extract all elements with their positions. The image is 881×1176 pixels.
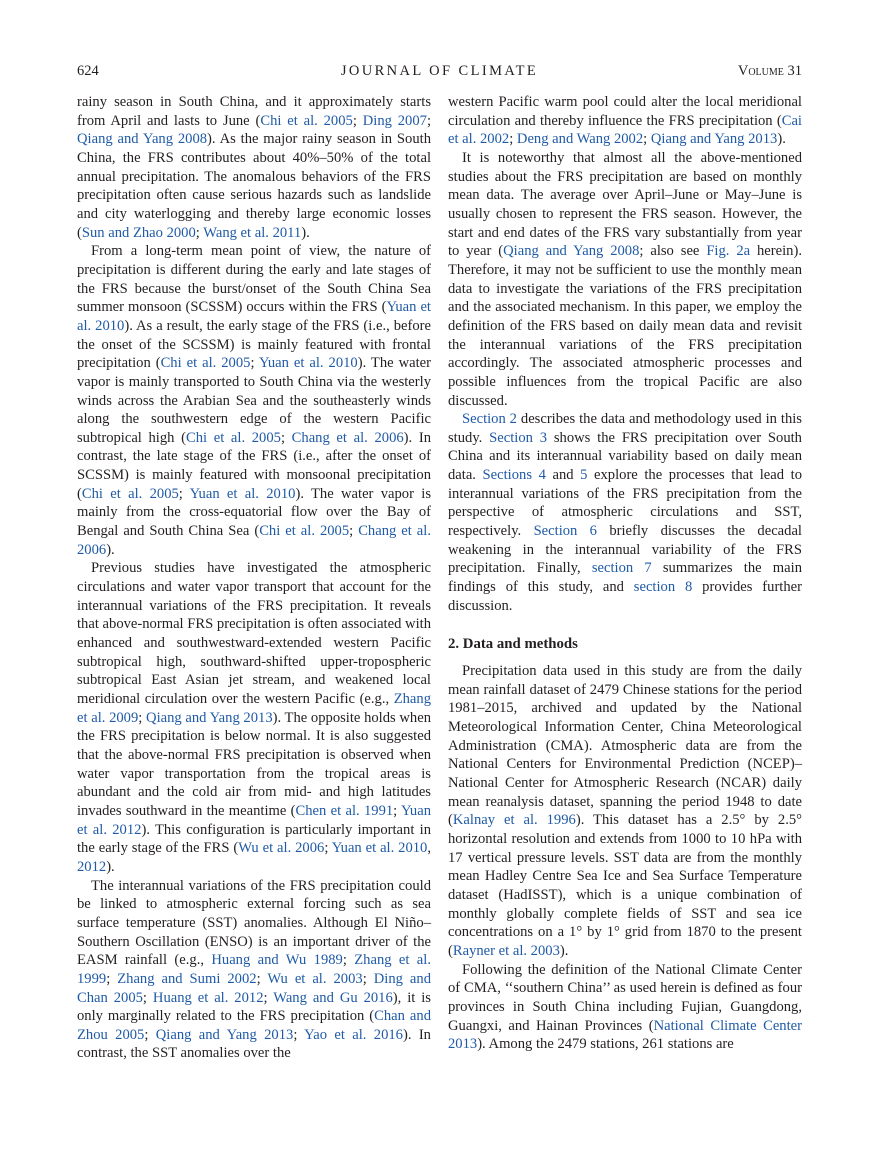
paragraph-text: ; [106, 970, 118, 987]
right-column [448, 93, 802, 1054]
paragraph-text: ). The water vapor is mainly from the cross-equatorial flow over the Bay of Bengal and South China Sea ( [77, 485, 431, 540]
citation-link[interactable]: Chi et al. 2005 [259, 523, 350, 540]
paragraph [448, 149, 802, 410]
paragraph-text: explore the processes that lead to interannual variations of the FRS precipitation from the perspective of atmospheric circulations and SST, respectively. [448, 467, 802, 540]
running-header [77, 60, 802, 82]
citation-link[interactable]: Qiang and Yang 2013 [146, 709, 273, 726]
paragraph-text: ; [263, 989, 274, 1006]
paragraph [448, 410, 802, 615]
paragraph-text: ). In contrast, the late stage of the FRS (i.e., after the onset of SCSSM) is mainly featured with monsoonal precipitation ( [77, 429, 431, 502]
citation-link[interactable]: Qiang and Yang 2013 [650, 131, 778, 148]
citation-link[interactable]: Yao et al. 2016 [304, 1026, 403, 1043]
citation-link[interactable]: 5 [580, 467, 588, 484]
citation-link[interactable]: Zhang et al. 1999 [77, 952, 431, 987]
paragraph-text: ; [362, 970, 374, 987]
paragraph-text: ; [342, 952, 355, 969]
paragraph [448, 93, 802, 149]
paragraph-text: ; [349, 523, 359, 540]
paragraph-text: shows the FRS precipitation over South China and its interannual variability based on daily mean data. [448, 429, 802, 484]
paragraph-text: briefly discusses the decadal weakening in the interannual variability of the FRS precipitation. Finally, [448, 523, 802, 577]
paragraph-text: summarizes the main findings of this study, and [448, 560, 802, 596]
citation-link[interactable]: Zhang et al. 2009 [77, 691, 431, 726]
paragraph-text: ). [301, 224, 310, 241]
paragraph-text: ; [195, 224, 204, 241]
citation-link[interactable]: Deng and Wang 2002 [516, 131, 644, 148]
citation-link[interactable]: Yuan et al. 2012 [77, 802, 431, 838]
paragraph-text: rainy season in South China, and it approximately starts from April and lasts to June ( [77, 94, 431, 129]
paragraph-text: ). As the major rainy season in South China, the FRS contributes about 40%–50% of the total annual precipitation. The anomalous behaviors of the FRS precipitation often cause serious hazards such as landslide and city waterlogging and thereby large economic losses ( [77, 131, 431, 241]
paragraph-text: ; [256, 970, 268, 987]
paragraph-text: ; [509, 131, 517, 148]
citation-link[interactable]: Wang et al. 2011 [203, 224, 302, 241]
paragraph-text: describes the data and methodology used in this study. [448, 411, 802, 446]
paragraph-text: ). [559, 942, 569, 959]
citation-link[interactable]: Yuan et al. 2010 [77, 299, 431, 334]
citation-link[interactable]: Wu et al. 2006 [238, 840, 325, 857]
citation-link[interactable]: Wang and Gu 2016 [273, 989, 393, 1006]
paragraph-text: ; [352, 112, 363, 129]
volume-label: Volume 31 [737, 63, 802, 79]
paragraph-text: and [545, 467, 581, 484]
paragraph-text: ; also see [639, 243, 707, 260]
citation-link[interactable]: section 8 [633, 579, 693, 596]
citation-link[interactable]: Section 2 [462, 411, 517, 428]
paragraph-text: , [427, 840, 431, 857]
paragraph [77, 877, 431, 1064]
paragraph-text: herein). Therefore, it may not be sufficient to use the monthly mean data to investigate the variations of the FRS precipitation and the associated mechanism. In this paper, we employ the definition of the FRS based on daily mean data and revisit the interannual variations of the FRS precipitation accordingly. The associated atmospheric processes and possible influences from the tropical Pacific are also discussed. [448, 243, 802, 409]
citation-link[interactable]: Chi et al. 2005 [81, 485, 179, 502]
paragraph-text: ; [250, 355, 259, 372]
paragraph-text: ; [293, 1026, 305, 1043]
paragraph-text: ; [144, 1026, 156, 1043]
paragraph-text: ; [138, 709, 147, 726]
paragraph-text: provides further discussion. [448, 579, 802, 614]
citation-link[interactable]: 2012 [77, 858, 107, 875]
citation-link[interactable]: Zhang and Sumi 2002 [117, 970, 257, 987]
left-column [77, 93, 431, 1063]
citation-link[interactable]: Yuan et al. 2010 [258, 355, 358, 372]
citation-link[interactable]: Wu et al. 2003 [267, 970, 363, 987]
citation-link[interactable]: Chi et al. 2005 [160, 355, 251, 372]
paragraph-text: ). The opposite holds when the FRS precipitation is below normal. It is also suggested that the above-normal FRS precipitation is observed when water vapor transportation from the tropical areas is abundant and the cold air from mid- and high latitudes invades southward in the meantime ( [77, 709, 431, 819]
paragraph-text: ). In contrast, the SST anomalies over the [77, 1026, 431, 1062]
citation-link[interactable]: National Climate Center 2013 [448, 1017, 802, 1053]
paragraph-text: ). [777, 131, 786, 148]
paragraph-text: ), it is only marginally related to the FRS precipitation ( [77, 989, 431, 1025]
paragraph [448, 662, 802, 961]
paragraph [77, 242, 431, 559]
paragraph-text: ; [643, 131, 651, 148]
paragraph-text: ). The water vapor is mainly transported to South China via the westerly winds across the Arabian Sea and the southeasterly winds along the southwestern edge of the western Pacific subtropical high ( [77, 355, 431, 446]
page-number: 624 [77, 63, 99, 79]
citation-link[interactable]: Kalnay et al. 1996 [452, 812, 576, 829]
citation-link[interactable]: Section 6 [533, 523, 597, 540]
paragraph-text: ). This dataset has a 2.5° by 2.5° horizontal resolution and extends from 1000 to 10 hPa with 17 vertical pressure levels. SST data are from the monthly mean Hadley Centre Sea Ice and Sea Surface Temperature dataset (HadISST), which is a unique combination of monthly globally complete fields of SST and sea ice concentrations on a 1° by 1° grid from 1870 to the present ( [448, 812, 802, 959]
citation-link[interactable]: Chang et al. 2006 [291, 429, 404, 446]
citation-link[interactable]: section 7 [591, 560, 652, 577]
citation-link[interactable]: Qiang and Yang 2013 [155, 1026, 294, 1043]
paragraph-text: It is noteworthy that almost all the above-mentioned studies about the FRS precipitation are based on monthly mean data. The average over April–June or May–June is usually chosen to represent the FRS season. However, the start and end dates of the FRS vary substantially from year to year ( [448, 149, 802, 260]
paragraph-text: Following the definition of the National Climate Center of CMA, ‘‘southern China’’ as used herein is defined as four provinces in South China including Fujian, Guangdong, Guangxi, and Hainan Provinces ( [448, 961, 802, 1034]
paragraph-text: From a long-term mean point of view, the nature of precipitation is different during the early and late stages of the FRS because the burst/onset of the South China Sea summer monsoon (SCSSM) occurs within the FRS ( [77, 243, 431, 316]
paragraph-text: ). [106, 541, 115, 558]
citation-link[interactable]: Section 3 [489, 429, 548, 446]
paragraph [77, 93, 431, 242]
paragraph [448, 961, 802, 1054]
paragraph-text: The interannual variations of the FRS precipitation could be linked to atmospheric external forcing such as sea surface temperature (SST) anomalies. Although El Niño–Southern Oscillation (ENSO) is an important driver of the EASM rainfall (e.g., [77, 877, 431, 969]
paragraph-text: Precipitation data used in this study are from the daily mean rainfall dataset of 2479 Chinese stations for the period 1981–2015, archived and updated by the National Meteorological Information Center, China Meteorological Administration (CMA). Atmospheric data are from the National Centers for Environmental Prediction (NCEP)–National Center for Atmospheric Research (NCAR) daily mean reanalysis dataset, spanning the period 1948 to date ( [448, 663, 802, 829]
citation-link[interactable]: Chi et al. 2005 [260, 112, 353, 129]
citation-link[interactable]: Chen et al. 1991 [295, 802, 394, 819]
paragraph-text: ). Among the 2479 stations, 261 stations are [477, 1036, 734, 1053]
citation-link[interactable]: Huang and Wu 1989 [211, 952, 343, 969]
paragraph-text: ; [324, 840, 332, 857]
paragraph-text: ). [106, 858, 115, 875]
citation-link[interactable]: Yuan et al. 2010 [189, 485, 296, 502]
paragraph-text: ; [142, 989, 153, 1006]
paragraph-text: ; [280, 429, 292, 446]
citation-link[interactable]: Rayner et al. 2003 [452, 942, 560, 959]
citation-link[interactable]: Chi et al. 2005 [185, 429, 281, 446]
citation-link[interactable]: Fig. 2a [706, 243, 751, 260]
journal-title: JOURNAL OF CLIMATE [340, 63, 539, 79]
citation-link[interactable]: Ding and Chan 2005 [77, 970, 431, 1006]
citation-link[interactable]: Ding 2007 [362, 112, 427, 129]
paragraph [77, 559, 431, 876]
citation-link[interactable]: Chang et al. 2006 [77, 523, 431, 558]
paragraph-text: ; [393, 802, 401, 819]
paragraph-text: ). As a result, the early stage of the FRS (i.e., before the onset of the SCSSM) is mainly featured with frontal precipitation ( [77, 317, 431, 372]
citation-link[interactable]: Qiang and Yang 2008 [77, 131, 208, 148]
citation-link[interactable]: Sections 4 [482, 467, 546, 484]
citation-link[interactable]: Cai et al. 2002 [448, 112, 802, 148]
paragraph-text: western Pacific warm pool could alter the local meridional circulation and thereby influence the FRS precipitation ( [448, 94, 802, 129]
section-heading: 2. Data and methods [448, 636, 578, 653]
citation-link[interactable]: Yuan et al. 2010 [331, 840, 428, 857]
citation-link[interactable]: Chan and Zhou 2005 [77, 1008, 432, 1043]
paragraph-text: ; [178, 485, 190, 502]
citation-link[interactable]: Qiang and Yang 2008 [503, 243, 640, 260]
citation-link[interactable]: Huang et al. 2012 [152, 989, 264, 1006]
paragraph-text: Previous studies have investigated the atmospheric circulations and water vapor transport that account for the interannual variations of the FRS precipitation. It reveals that above-normal FRS precipitation is often associated with enhanced and southwestward-extended western Pacific subtropical high, southward-shifted upper-tropospheric subtropical East Asian jet stream, and weakened local meridional circulation over the western Pacific (e.g., [77, 560, 431, 707]
citation-link[interactable]: Sun and Zhao 2000 [81, 224, 196, 241]
paragraph-text: ; [426, 112, 431, 129]
paragraph-text: ). This configuration is particularly important in the early stage of the FRS ( [77, 821, 431, 857]
